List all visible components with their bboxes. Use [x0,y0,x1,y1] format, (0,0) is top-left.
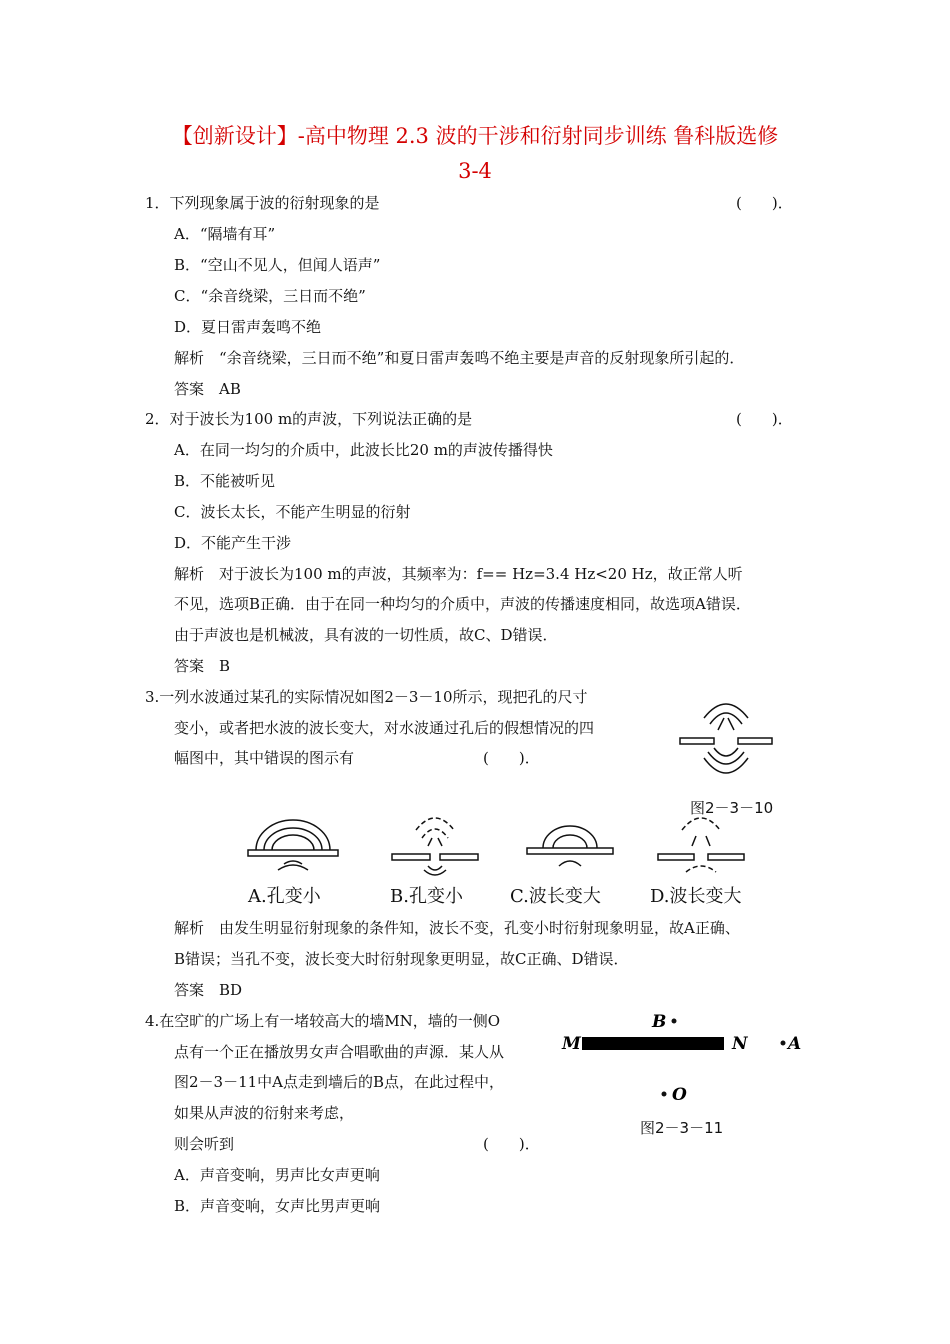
q4-stem-line5: 则会听到 [174,1135,235,1153]
figure-2-3-11-caption: 图2－3－11 [640,1119,724,1137]
q4-stem-line2: 点有一个正在播放男女声合唱歌曲的声源．某人从 [174,1043,505,1061]
q4-option-b: B．声音变响，女声比男声更响 [174,1197,381,1215]
point-b-label: B [652,1012,667,1032]
q1-option-d: D．夏日雷声轰鸣不绝 [174,318,322,336]
q1-answer: 答案 AB [174,380,241,398]
figure-2-3-10 [676,686,776,796]
q4-stem-line3: 图2－3－11中A点走到墙后的B点，在此过程中， [174,1073,505,1091]
q2-answer-bracket: ( )． [736,410,793,428]
q1-option-a: A．“隔墙有耳” [174,225,276,243]
q4-stem-line1: 4.在空旷的广场上有一堵较高大的墙MN，墙的一侧O [145,1012,501,1030]
q1-analysis: 解析 “余音绕梁，三日而不绝”和夏日雷声轰鸣不绝主要是声音的反射现象所引起的． [174,349,745,367]
q1-answer-bracket: ( )． [736,194,793,212]
point-b-dot [672,1019,677,1024]
subfigure-d-diagram [656,812,746,872]
wall-end-n-label: N [732,1034,748,1054]
q1-stem: 1．下列现象属于波的衍射现象的是 [145,194,380,212]
q3-stem-line2: 变小，或者把水波的波长变大，对水波通过孔后的假想情况的四 [174,719,595,737]
q3-analysis-line2: B错误；当孔不变，波长变大时衍射现象更明显，故C正确、D错误． [174,950,629,968]
q1-option-c: C．“余音绕梁，三日而不绝” [174,287,366,305]
q3-answer-bracket: ( )． [483,749,540,767]
point-a-dot [781,1041,786,1046]
q2-analysis-line1: 解析 对于波长为100 m的声波，其频率为：f== Hz=3.4 Hz<20 Hz，故正常人听 [174,565,743,583]
q1-option-b: B．“空山不见人，但闻人语声” [174,256,381,274]
q2-option-d: D．不能产生干涉 [174,534,292,552]
subfigure-label-b: B.孔变小 [390,886,463,907]
wall-mn [582,1037,724,1050]
subfigure-b-diagram [390,812,480,872]
q3-stem-line1: 3.一列水波通过某孔的实际情况如图2－3－10所示，现把孔的尺寸 [145,688,588,706]
q3-analysis-line1: 解析 由发生明显衍射现象的条件知，波长不变，孔变小时衍射现象明显，故A正确、 [174,919,740,937]
q2-option-a: A．在同一均匀的介质中，此波长比20 m的声波传播得快 [174,441,553,459]
subfigure-label-a: A.孔变小 [248,886,321,907]
q2-analysis-line2: 不见，选项B正确．由于在同一种均匀的介质中，声波的传播速度相同，故选项A错误． [174,595,751,613]
q3-answer: 答案 BD [174,981,243,999]
q2-option-c: C．波长太长，不能产生明显的衍射 [174,503,411,521]
q4-answer-bracket: ( )． [483,1135,540,1153]
subfigure-label-d: D.波长变大 [650,886,742,907]
q3-stem-line3: 幅图中，其中错误的图示有 [174,749,355,767]
q2-analysis-line3: 由于声波也是机械波，具有波的一切性质，故C、D错误． [174,626,558,644]
document-title-line1: 【创新设计】-高中物理 2.3 波的干涉和衍射同步训练 鲁科版选修 [171,124,779,148]
wall-end-m-label: M [562,1034,581,1054]
point-a-label: A [788,1034,802,1054]
figure-2-3-10-caption: 图2－3－10 [690,799,774,817]
q2-answer: 答案 B [174,657,231,675]
q4-stem-line4: 如果从声波的衍射来考虑， [174,1104,355,1122]
point-o-dot [662,1092,667,1097]
point-o-label: O [672,1085,687,1105]
q4-option-a: A．声音变响，男声比女声更响 [174,1166,380,1184]
subfigure-a-diagram [248,814,338,874]
figure-2-3-11 [560,1008,810,1108]
subfigure-c-diagram [525,814,615,874]
q2-stem: 2．对于波长为100 m的声波，下列说法正确的是 [145,410,473,428]
document-title-line2: 3-4 [458,159,492,183]
subfigure-label-c: C.波长变大 [510,886,601,907]
q2-option-b: B．不能被听见 [174,472,276,490]
